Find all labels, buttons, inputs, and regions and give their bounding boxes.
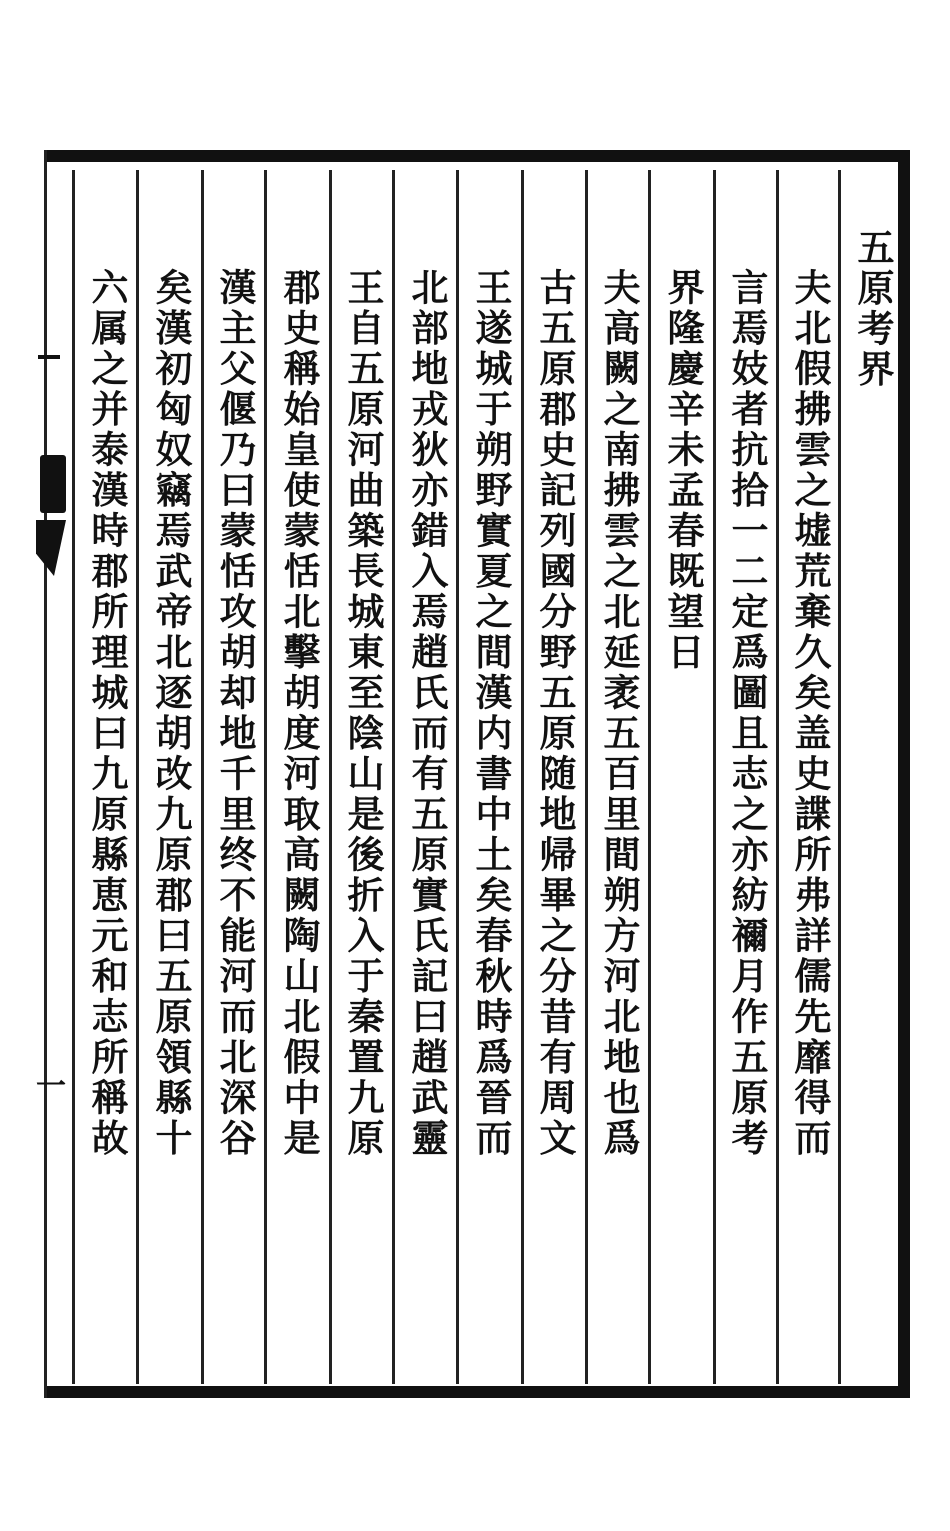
document-title: 五原考界 bbox=[851, 228, 895, 390]
text-column: 郡史稱始皇使蒙恬北擊胡度河取高闕陶山北假中是 bbox=[277, 268, 321, 1159]
column-divider bbox=[776, 170, 779, 1384]
text-column: 漢主父偃乃曰蒙恬攻胡却地千里终不能河而北深谷 bbox=[213, 268, 257, 1159]
column-divider bbox=[648, 170, 651, 1384]
column-divider bbox=[329, 170, 332, 1384]
gutter-fishtail-mark bbox=[38, 355, 60, 359]
frame-bottom-border bbox=[44, 1386, 910, 1398]
column-divider bbox=[392, 170, 395, 1384]
column-divider bbox=[713, 170, 716, 1384]
gutter-fishtail-mark bbox=[40, 455, 66, 513]
text-column: 界隆慶辛未孟春既望日 bbox=[661, 268, 705, 673]
frame-left-border bbox=[44, 150, 47, 1398]
text-column: 夫北假拂雲之墟荒棄久矣盖史諜所弗詳儒先靡得而 bbox=[788, 268, 832, 1159]
text-column: 矣漢初匈奴竊焉武帝北逐胡改九原郡曰五原領縣十 bbox=[149, 268, 193, 1159]
frame-right-border bbox=[898, 150, 910, 1398]
column-divider bbox=[264, 170, 267, 1384]
frame-top-border bbox=[44, 150, 910, 162]
text-column: 夫高闕之南拂雲之北延袤五百里間朔方河北地也爲 bbox=[597, 268, 641, 1159]
column-divider bbox=[585, 170, 588, 1384]
column-divider bbox=[456, 170, 459, 1384]
column-divider bbox=[136, 170, 139, 1384]
text-column: 王自五原河曲築長城東至陰山是後折入于秦置九原 bbox=[341, 268, 385, 1159]
column-divider bbox=[521, 170, 524, 1384]
column-divider bbox=[838, 170, 841, 1384]
gutter-fishtail-mark bbox=[36, 520, 66, 576]
column-divider bbox=[201, 170, 204, 1384]
text-column: 北部地戎狄亦錯入焉趙氏而有五原實氏記曰趙武靈 bbox=[405, 268, 449, 1159]
text-column: 言焉妓者抗拾一二定爲圖且志之亦紡禰月作五原考 bbox=[725, 268, 769, 1159]
text-column: 古五原郡史記列國分野五原随地帰畢之分昔有周文 bbox=[533, 268, 577, 1159]
gutter-page-number: 一 bbox=[36, 1069, 66, 1104]
text-column: 六属之并泰漢時郡所理城曰九原縣恵元和志所稱故 bbox=[85, 268, 129, 1159]
text-column: 王遂城于朔野實夏之間漢内書中土矣春秋時爲晉而 bbox=[469, 268, 513, 1159]
column-divider bbox=[72, 170, 75, 1384]
